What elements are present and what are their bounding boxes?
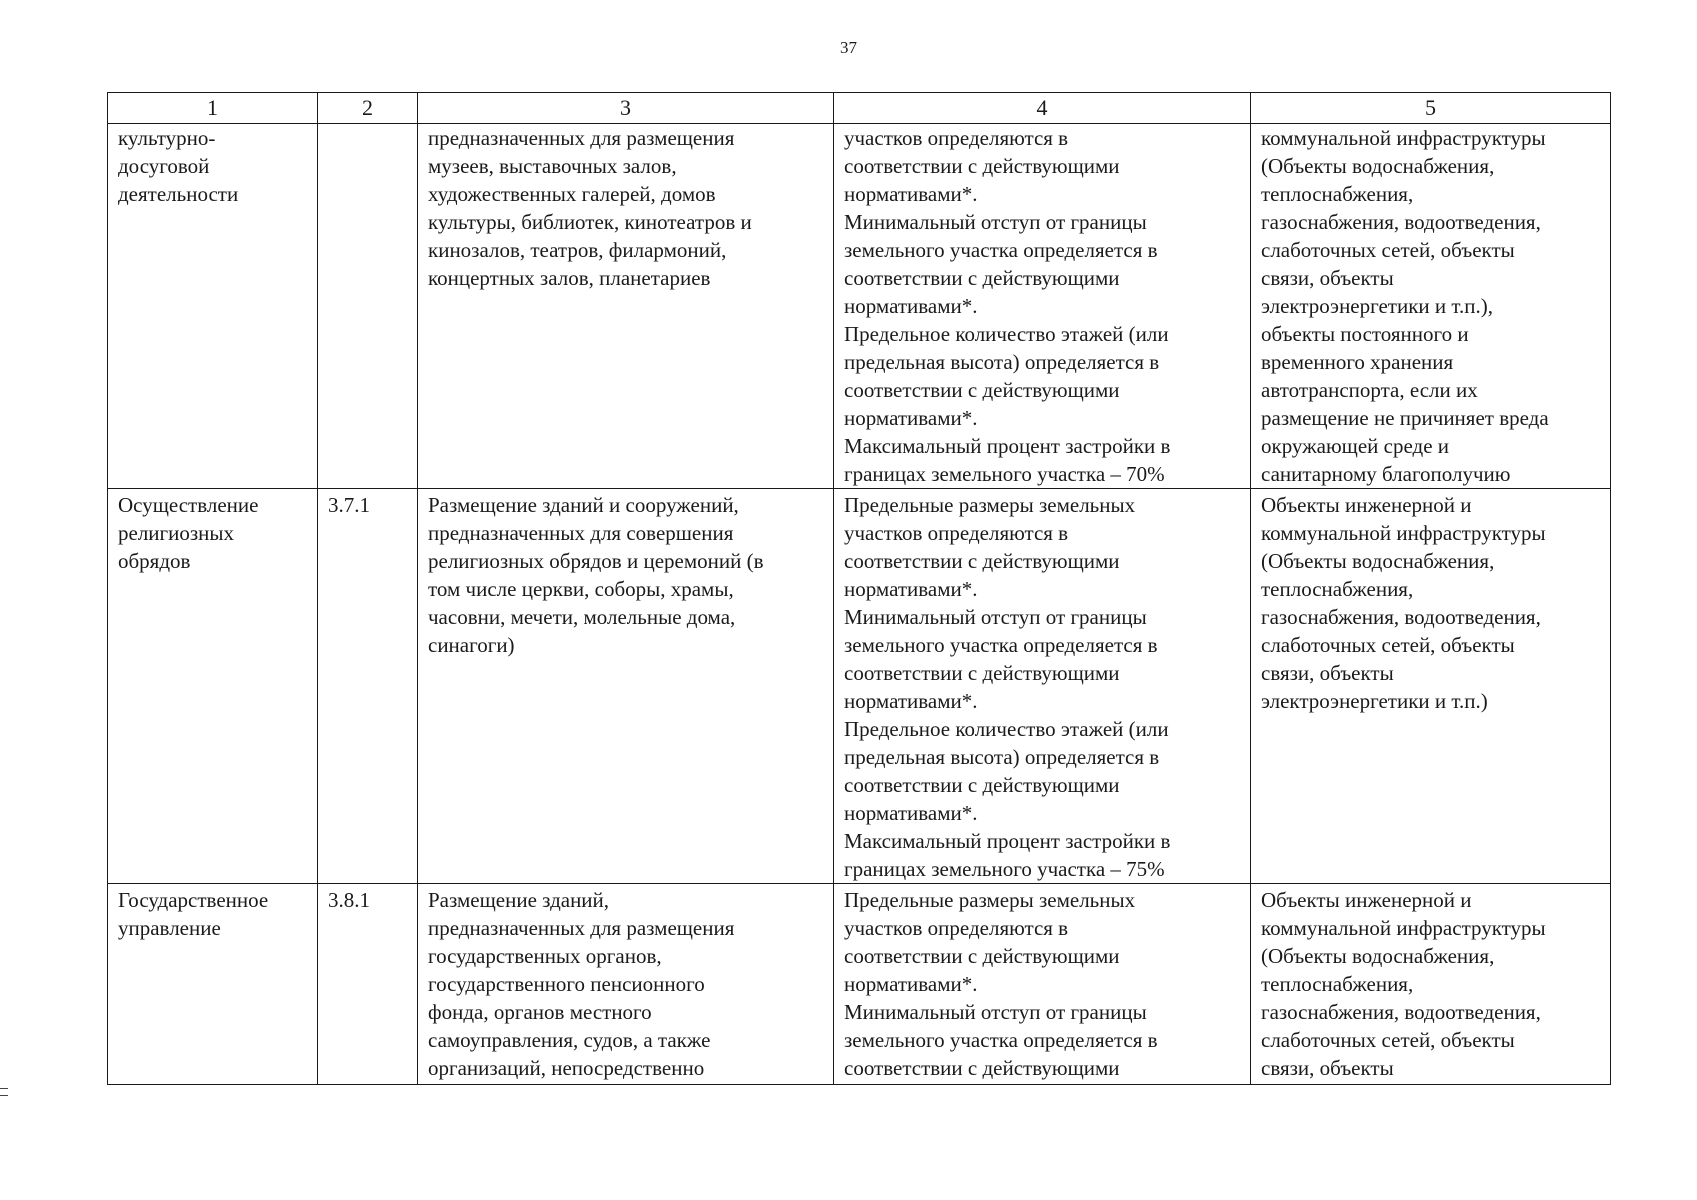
cell-text-line: электроэнергетики и т.п.) bbox=[1261, 689, 1488, 713]
cell-text-line: предназначенных для совершения bbox=[428, 521, 734, 545]
cell-text-line: Размещение зданий и сооружений, bbox=[428, 493, 739, 517]
cell-text-line: управление bbox=[118, 916, 221, 940]
cell-text-line: синагоги) bbox=[428, 633, 515, 657]
cell-text-line: Минимальный отступ от границы bbox=[844, 605, 1147, 629]
cell-text-line: участков определяются в bbox=[844, 521, 1069, 545]
cell-text-line: Предельные размеры земельных bbox=[844, 493, 1136, 517]
table-header-row bbox=[108, 93, 1611, 124]
cell-text-line: Государственное bbox=[118, 888, 269, 912]
cell-text-line: коммунальной инфраструктуры bbox=[1261, 521, 1546, 545]
cell-text-line: Предельные размеры земельных bbox=[844, 888, 1136, 912]
table-cell-col-3 bbox=[418, 489, 834, 884]
cell-text-line: земельного участка определяется в bbox=[844, 633, 1158, 657]
cell-text-line: предназначенных для размещения bbox=[428, 916, 735, 940]
column-header-3: 3 bbox=[418, 93, 834, 124]
cell-text-line: государственных органов, bbox=[428, 944, 662, 968]
cell-text-line: слаботочных сетей, объекты bbox=[1261, 238, 1515, 262]
column-header-5: 5 bbox=[1251, 93, 1611, 124]
cell-text-line: нормативами*. bbox=[844, 577, 978, 601]
cell-text-line: Максимальный процент застройки в bbox=[844, 829, 1171, 853]
cell-text-line: слаботочных сетей, объекты bbox=[1261, 633, 1515, 657]
cell-text-line: Объекты инженерной и bbox=[1261, 493, 1472, 517]
cell-text-line: самоуправления, судов, а также bbox=[428, 1028, 711, 1052]
page-number: 37 bbox=[840, 38, 857, 57]
cell-text-line: Максимальный процент застройки в bbox=[844, 434, 1171, 458]
cell-text-line: автотранспорта, если их bbox=[1261, 378, 1478, 402]
cell-text-line: предельная высота) определяется в bbox=[844, 350, 1160, 374]
cell-text-line: окружающей среде и bbox=[1261, 434, 1450, 458]
edge-scan-mark bbox=[0, 1088, 8, 1096]
cell-text-line: религиозных обрядов и церемоний (в bbox=[428, 549, 764, 573]
table-cell-col-3 bbox=[418, 884, 834, 1085]
cell-text-line: земельного участка определяется в bbox=[844, 1028, 1158, 1052]
cell-text-line: связи, объекты bbox=[1261, 266, 1394, 290]
column-header-4: 4 bbox=[834, 93, 1251, 124]
zoning-table bbox=[107, 92, 1611, 1085]
cell-text-line: Объекты инженерной и bbox=[1261, 888, 1472, 912]
table-cell-col-5 bbox=[1251, 489, 1611, 884]
cell-text-line: Осуществление bbox=[118, 493, 259, 517]
cell-text-line: слаботочных сетей, объекты bbox=[1261, 1028, 1515, 1052]
cell-text-line: кинозалов, театров, филармоний, bbox=[428, 238, 727, 262]
cell-text-line: соответствии с действующими bbox=[844, 773, 1120, 797]
cell-text-line: земельного участка определяется в bbox=[844, 238, 1158, 262]
cell-text-line: объекты постоянного и bbox=[1261, 322, 1469, 346]
table-cell-col-4 bbox=[834, 124, 1251, 489]
table-cell-col-3 bbox=[418, 124, 834, 489]
cell-text-line: (Объекты водоснабжения, bbox=[1261, 549, 1495, 573]
cell-text-line: фонда, органов местного bbox=[428, 1000, 652, 1024]
cell-text-line: размещение не причиняет вреда bbox=[1261, 406, 1549, 430]
table-cell-col-5 bbox=[1251, 124, 1611, 489]
cell-text-line: досуговой bbox=[118, 154, 210, 178]
cell-text-line: участков определяются в bbox=[844, 916, 1069, 940]
cell-text-line: соответствии с действующими bbox=[844, 661, 1120, 685]
cell-text-line: 3.8.1 bbox=[328, 888, 370, 912]
column-header-1: 1 bbox=[108, 93, 318, 124]
cell-text-line: соответствии с действующими bbox=[844, 1056, 1120, 1080]
table-cell-col-4 bbox=[834, 884, 1251, 1085]
cell-text-line: санитарному благополучию bbox=[1261, 462, 1511, 486]
cell-text-line: деятельности bbox=[118, 182, 239, 206]
cell-text-line: соответствии с действующими bbox=[844, 944, 1120, 968]
cell-text-line: нормативами*. bbox=[844, 801, 978, 825]
cell-text-line: соответствии с действующими bbox=[844, 154, 1120, 178]
cell-text-line: государственного пенсионного bbox=[428, 972, 705, 996]
cell-text-line: обрядов bbox=[118, 549, 191, 573]
cell-text-line: нормативами*. bbox=[844, 689, 978, 713]
cell-text-line: газоснабжения, водоотведения, bbox=[1261, 605, 1541, 629]
cell-text-line: границах земельного участка – 75% bbox=[844, 857, 1165, 881]
cell-text-line: Предельное количество этажей (или bbox=[844, 717, 1169, 741]
cell-text-line: часовни, мечети, молельные дома, bbox=[428, 605, 736, 629]
table-cell-col-1 bbox=[108, 124, 318, 489]
cell-text-line: связи, объекты bbox=[1261, 661, 1394, 685]
cell-text-line: теплоснабжения, bbox=[1261, 972, 1414, 996]
cell-text-line: нормативами*. bbox=[844, 182, 978, 206]
cell-text-line: Минимальный отступ от границы bbox=[844, 1000, 1147, 1024]
cell-text-line: организаций, непосредственно bbox=[428, 1056, 705, 1080]
cell-text-line: (Объекты водоснабжения, bbox=[1261, 154, 1495, 178]
table-cell-col-2 bbox=[318, 489, 418, 884]
table-cell-col-4 bbox=[834, 489, 1251, 884]
cell-text-line: теплоснабжения, bbox=[1261, 182, 1414, 206]
cell-text-line: художественных галерей, домов bbox=[428, 182, 716, 206]
cell-text-line: предельная высота) определяется в bbox=[844, 745, 1160, 769]
cell-text-line: участков определяются в bbox=[844, 126, 1069, 150]
table-cell-col-2 bbox=[318, 124, 418, 489]
table-cell-col-1 bbox=[108, 489, 318, 884]
cell-text-line: 3.7.1 bbox=[328, 493, 370, 517]
cell-text-line: границах земельного участка – 70% bbox=[844, 462, 1165, 486]
cell-text-line: Размещение зданий, bbox=[428, 888, 610, 912]
column-header-2: 2 bbox=[318, 93, 418, 124]
cell-text-line: концертных залов, планетариев bbox=[428, 266, 711, 290]
cell-text-line: теплоснабжения, bbox=[1261, 577, 1414, 601]
cell-text-line: Минимальный отступ от границы bbox=[844, 210, 1147, 234]
cell-text-line: Предельное количество этажей (или bbox=[844, 322, 1169, 346]
table-cell-col-5 bbox=[1251, 884, 1611, 1085]
cell-text-line: коммунальной инфраструктуры bbox=[1261, 126, 1546, 150]
cell-text-line: временного хранения bbox=[1261, 350, 1454, 374]
table-row-religious-rites bbox=[108, 489, 1611, 884]
cell-text-line: нормативами*. bbox=[844, 294, 978, 318]
cell-text-line: религиозных bbox=[118, 521, 235, 545]
cell-text-line: электроэнергетики и т.п.), bbox=[1261, 294, 1493, 318]
cell-text-line: нормативами*. bbox=[844, 972, 978, 996]
cell-text-line: культурно- bbox=[118, 126, 216, 150]
cell-text-line: предназначенных для размещения bbox=[428, 126, 735, 150]
cell-text-line: коммунальной инфраструктуры bbox=[1261, 916, 1546, 940]
cell-text-line: нормативами*. bbox=[844, 406, 978, 430]
cell-text-line: том числе церкви, соборы, храмы, bbox=[428, 577, 734, 601]
cell-text-line: газоснабжения, водоотведения, bbox=[1261, 1000, 1541, 1024]
cell-text-line: соответствии с действующими bbox=[844, 266, 1120, 290]
cell-text-line: соответствии с действующими bbox=[844, 378, 1120, 402]
cell-text-line: соответствии с действующими bbox=[844, 549, 1120, 573]
cell-text-line: (Объекты водоснабжения, bbox=[1261, 944, 1495, 968]
table-row-state-administration bbox=[108, 884, 1611, 1085]
cell-text-line: газоснабжения, водоотведения, bbox=[1261, 210, 1541, 234]
table-row-cultural-leisure bbox=[108, 124, 1611, 489]
cell-text-line: культуры, библиотек, кинотеатров и bbox=[428, 210, 752, 234]
table-cell-col-2 bbox=[318, 884, 418, 1085]
cell-text-line: связи, объекты bbox=[1261, 1056, 1394, 1080]
cell-text-line: музеев, выставочных залов, bbox=[428, 154, 677, 178]
table-cell-col-1 bbox=[108, 884, 318, 1085]
